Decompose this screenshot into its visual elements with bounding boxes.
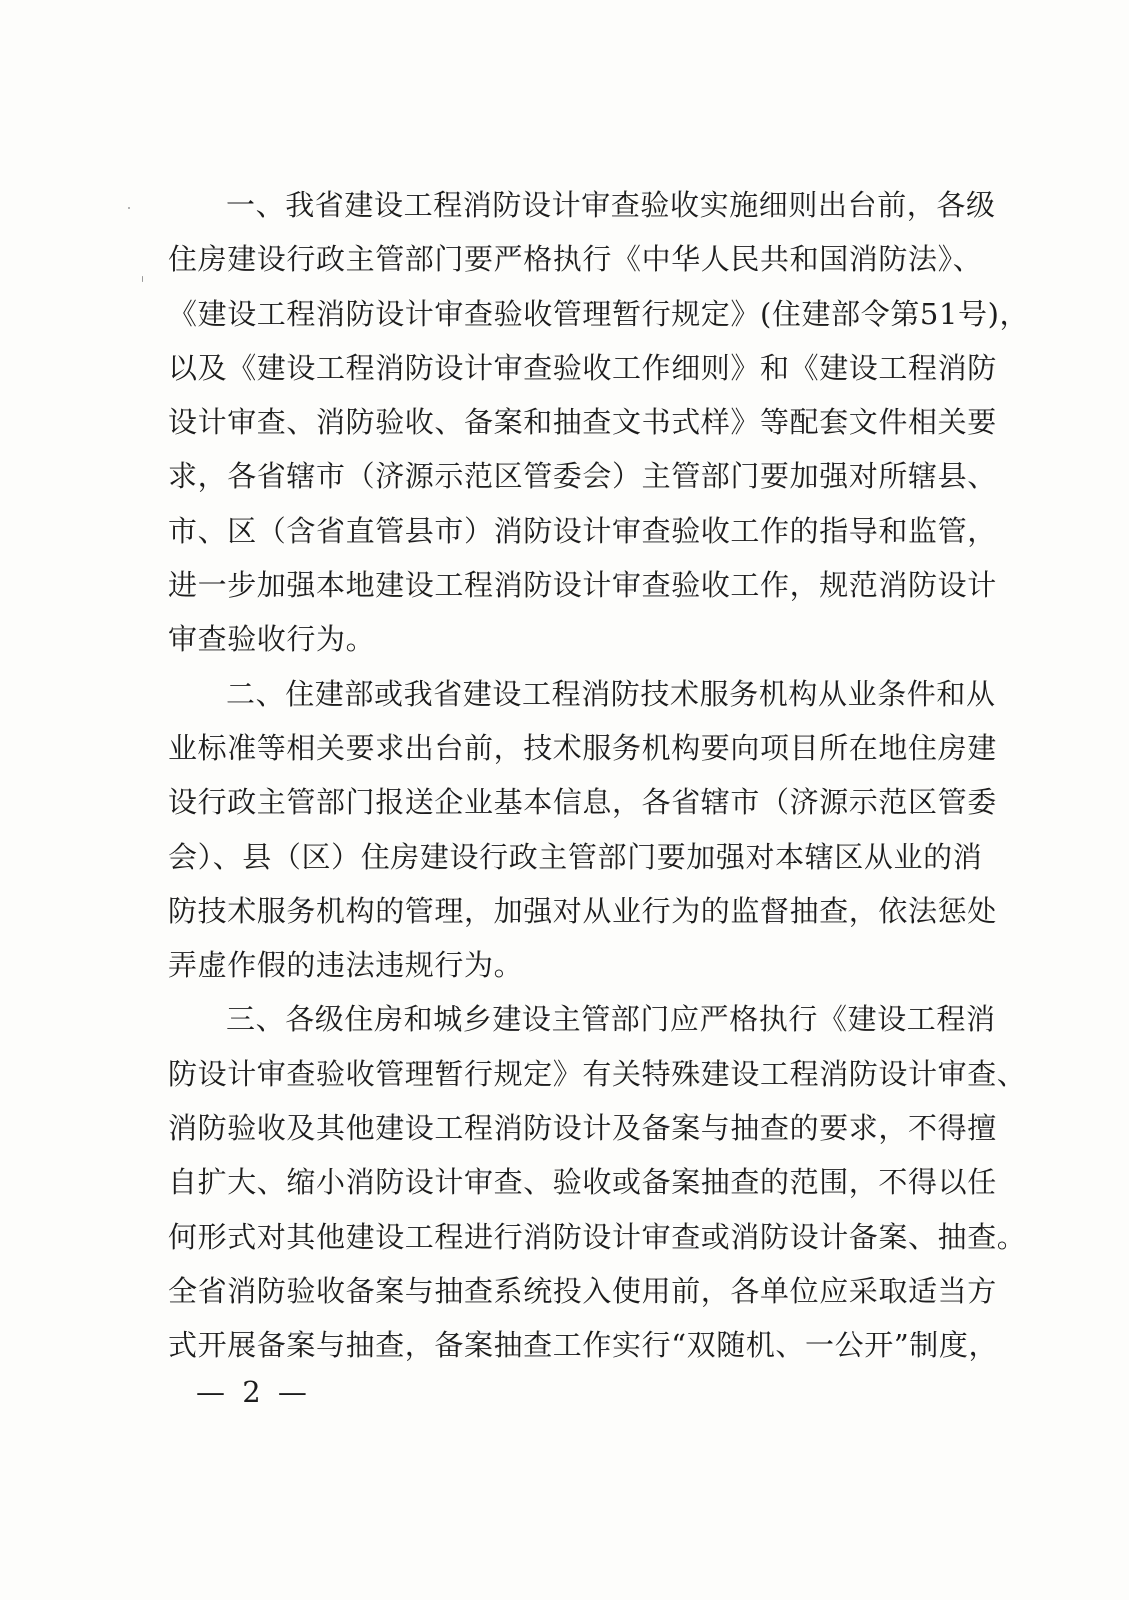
text-line: 会）、县（区）住房建设行政主管部门要加强对本辖区从业的消	[168, 839, 983, 874]
text-line: 弄虚作假的违法违规行为。	[168, 948, 524, 983]
text-line: 何形式对其他建设工程进行消防设计审查或消防设计备案、抽查。	[168, 1219, 1027, 1254]
text-line: 二、住建部或我省建设工程消防技术服务机构从业条件和从	[226, 676, 996, 711]
paragraph-2	[168, 667, 997, 993]
paragraph-1	[168, 178, 1030, 667]
text-line: 业标准等相关要求出台前，技术服务机构要向项目所在地住房建	[168, 730, 997, 765]
document-body	[168, 178, 1030, 1373]
text-line: 一、我省建设工程消防设计审查验收实施细则出台前，各级	[226, 188, 996, 222]
text-line: 《建设工程消防设计审查验收管理暂行规定》(住建部令第51号)，	[168, 296, 1030, 331]
text-line: 进一步加强本地建设工程消防设计审查验收工作，规范消防设计	[168, 568, 997, 603]
text-line: 审查验收行为。	[168, 622, 376, 657]
page-number: — 2 —	[196, 1375, 311, 1409]
text-line: 设行政主管部门报送企业基本信息，各省辖市（济源示范区管委	[168, 785, 997, 820]
text-line: 求，各省辖市（济源示范区管委会）主管部门要加强对所辖县、	[168, 459, 997, 494]
text-line: 自扩大、缩小消防设计审查、验收或备案抽查的范围，不得以任	[168, 1165, 997, 1200]
text-line: 住房建设行政主管部门要严格执行《中华人民共和国消防法》、	[168, 242, 983, 277]
text-line: 消防验收及其他建设工程消防设计及备案与抽查的要求，不得擅	[168, 1111, 997, 1146]
scan-speck	[142, 276, 143, 282]
text-line: 市、区（含省直管县市）消防设计审查验收工作的指导和监管，	[168, 513, 997, 548]
text-line: 全省消防验收备案与抽查系统投入使用前，各单位应采取适当方	[168, 1273, 997, 1308]
text-line: 以及《建设工程消防设计审查验收工作细则》和《建设工程消防	[168, 350, 997, 385]
text-line: 防设计审查验收管理暂行规定》有关特殊建设工程消防设计审查、	[168, 1056, 1027, 1091]
text-line: 设计审查、消防验收、备案和抽查文书式样》等配套文件相关要	[168, 405, 997, 440]
text-line: 三、各级住房和城乡建设主管部门应严格执行《建设工程消	[226, 1002, 996, 1037]
scan-speck	[128, 207, 130, 209]
paragraph-3	[168, 992, 1027, 1372]
text-line: 防技术服务机构的管理，加强对从业行为的监督抽查，依法惩处	[168, 893, 997, 928]
text-line: 式开展备案与抽查，备案抽查工作实行“双随机、一公开”制度，	[168, 1328, 999, 1363]
